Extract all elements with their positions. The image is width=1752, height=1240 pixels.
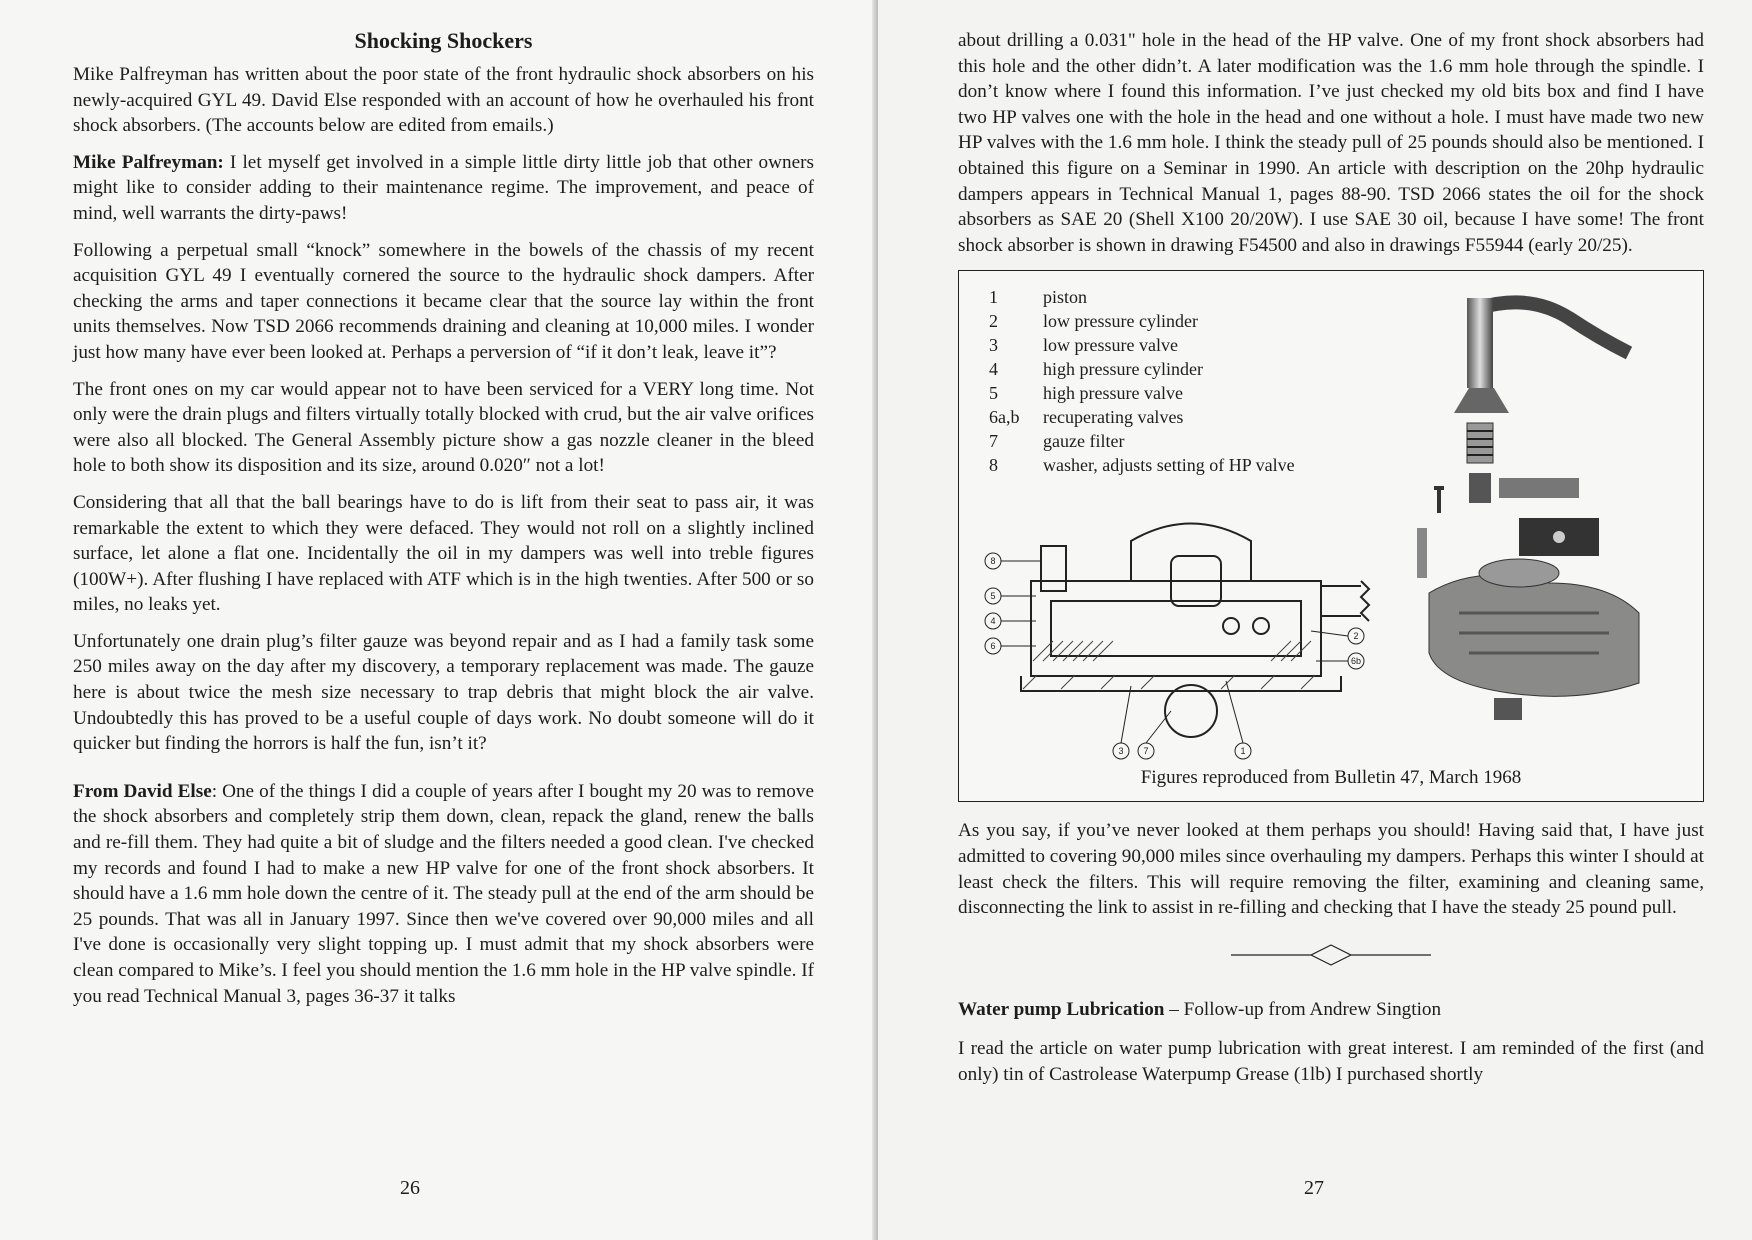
callout-label: 4 [990, 616, 996, 627]
valve-body [1469, 473, 1491, 503]
filter-port [1165, 685, 1217, 737]
figure-legend [989, 285, 1295, 477]
housing-cap [1479, 559, 1559, 587]
callout-label: 6b [1350, 656, 1362, 667]
legend-number: 8 [989, 455, 998, 476]
legend-label: piston [1043, 287, 1088, 308]
david-else-paragraph [73, 779, 814, 1009]
legend-label: washer, adjusts setting of HP valve [1043, 455, 1295, 476]
small-spring [1417, 528, 1427, 578]
legend-row [989, 453, 1295, 477]
hp-valve-part [1499, 478, 1579, 498]
break-mark [1361, 581, 1369, 621]
exploded-view-illustration [1399, 283, 1699, 723]
water-pump-heading [958, 997, 1704, 1023]
intro-paragraph: Mike Palfreyman has written about the poor state of the front hydraulic shock absorbers on his newly-acquired GYL 49. David Else responded with an account of how he overhauled his front shock absorbers. (The accounts below are edited from emails.) [73, 64, 814, 137]
valve-stem [1041, 546, 1066, 591]
legend-row [989, 309, 1295, 333]
legend-number: 1 [989, 287, 998, 308]
legend-number: 6a,b [989, 407, 1020, 428]
inner-chamber [1051, 601, 1301, 656]
legend-label: recuperating valves [1043, 407, 1184, 428]
right-page [878, 0, 1752, 1240]
legend-number: 5 [989, 383, 998, 404]
legend-label: high pressure cylinder [1043, 359, 1203, 380]
article-title: Shocking Shockers [354, 28, 533, 53]
page-number-left: 26 [400, 1177, 420, 1199]
page-number-right: 27 [1304, 1177, 1324, 1199]
pivot-pin [1223, 618, 1239, 634]
legend-number: 2 [989, 311, 998, 332]
figure-caption: Figures reproduced from Bulletin 47, March 1968 [1140, 767, 1522, 789]
spring [1467, 423, 1493, 463]
valve-cap [1454, 388, 1509, 413]
shock-absorber-figure [958, 270, 1704, 802]
callout-label: 3 [1118, 746, 1124, 757]
piston-housing [1131, 524, 1251, 582]
callout-label: 5 [990, 591, 996, 602]
callout-label: 2 [1353, 631, 1359, 642]
callout-label: 6 [990, 641, 996, 652]
legend-number: 3 [989, 335, 998, 356]
damper-housing [1429, 575, 1639, 696]
palfreyman-text: I let myself get involved in a simple little dirty little job that other owners might like to consider adding to their maintenance regime. The improvement, and peace of mind, well warrants the dirty-paws! [73, 151, 814, 224]
water-pump-title: Water pump Lubrication [958, 998, 1165, 1020]
water-pump-subtitle: – Follow-up from Andrew Singtion [1164, 998, 1442, 1020]
palfreyman-lead: Mike Palfreyman: [73, 151, 224, 173]
legend-number: 4 [989, 359, 998, 380]
front-ones-paragraph: The front ones on my car would appear not to have been serviced for a VERY long time. Not only were the drain plugs and filters virtually totally blocked with crud, but the air valve orifices were also all blocked. The General Assembly picture show a gas nozzle cleaner in the bleed hole to both show its disposition and its size, around 0.020″ not a lot! [73, 378, 814, 477]
callout-label: 7 [1143, 746, 1149, 757]
continuation-paragraph: about drilling a 0.031" hole in the head of the HP valve. One of my front shock absorbers had this hole and the other didn’t. A later modification was the 1.6 mm hole through the spindle. I don’t know where I found this information. I’ve just checked my old bits box and find I have two HP valves one with the hole in the head and one without a hole. I must have made two new HP valves with the 1.6 mm hole. I think the steady pull of 25 pounds should also be mentioned. I obtained this figure on a Seminar in 1990. An article with description on the 20hp hydraulic dampers appears in Technical Manual 1, pages 88-90. TSD 2066 states the oil for the shock absorbers as SAE 20 (Shell X100 20/20W). I use SAE 30 oil, because I have some! The front shock absorber is shown in drawing F54500 and also in drawings F55944 (early 20/25). [958, 30, 1704, 256]
david-else-lead: From David Else [73, 780, 212, 802]
legend-label: high pressure valve [1043, 383, 1183, 404]
legend-row [989, 405, 1295, 429]
pivot-pin-2 [1253, 618, 1269, 634]
damper-arm [1479, 303, 1629, 354]
legend-label: gauze filter [1043, 431, 1125, 452]
legend-row [989, 381, 1295, 405]
palfreyman-paragraph [73, 150, 814, 227]
gauze-paragraph: Unfortunately one drain plug’s filter gauze was beyond repair and as I had a family task some 250 miles away on the day after my discovery, a temporary replacement was made. The gauze here is about twice the mesh size necessary to trap debris that might block the air valve. Undoubtedly this has proved to be a useful couple of days work. No doubt someone will do it quicker but finding the horrors is half the fun, isn’t it? [73, 630, 814, 755]
hatching [1023, 641, 1315, 689]
ball-bearings-paragraph: Considering that all that the ball bearings have to do is lift from their seat to pass air, it was remarkable the extent to which they were defaced. They would not roll on a slightly inclined surface, let alone a flat one. Incidentally the oil in my dampers was well into treble figures (100W+). After flushing I have replaced with ATF which is in the high twenties. After 500 or so miles, no leaks yet. [73, 491, 814, 616]
water-pump-paragraph: I read the article on water pump lubrication with great interest. I am reminded of the first (and only) tin of Castrolease Waterpump Grease (1lb) I purchased shortly [958, 1038, 1704, 1085]
knock-paragraph: Following a perpetual small “knock” somewhere in the bowels of the chassis of my recent acquisition GYL 49 I eventually cornered the source to the hydraulic shock dampers. After checking the arms and taper connections it became clear that the source lay within the front units themselves. Now TSD 2066 recommends draining and cleaning at 10,000 miles. I wonder just how many have ever been looked at. Perhaps a perversion of “if it don’t leak, leave it”? [73, 239, 814, 363]
legend-label: low pressure valve [1043, 335, 1178, 356]
legend-row [989, 429, 1295, 453]
legend-number: 7 [989, 431, 998, 452]
base-plate [1021, 676, 1341, 691]
rocker-hole [1553, 531, 1565, 543]
legend-label: low pressure cylinder [1043, 311, 1198, 332]
legend-row [989, 285, 1295, 309]
cross-section-diagram [981, 511, 1401, 761]
david-else-text: : One of the things I did a couple of years after I bought my 20 was to remove the shock absorbers and completely strip them down, clean, repack the gland, renew the balls and re-fill them. They had quite a bit of sludge and the filters needed a good clean. I've checked my records and found I had to make a new HP valve for one of the front shock absorbers. It should have a 1.6 mm hole down the centre of it. The steady pull at the end of the arm should be 25 pounds. That was all in January 1997. Since then we've covered over 90,000 miles and all I've done is occasionally very slight topping up. I must admit that my shock absorbers were clean compared to Mike’s. I feel you should mention the 1.6 mm hole in the HP valve spindle. If you read Technical Manual 3, pages 36-37 it talks [73, 780, 814, 1007]
leader-lines [1001, 561, 1348, 743]
piston-rod [1467, 298, 1493, 388]
drain-plug [1494, 698, 1522, 720]
callout-label: 1 [1240, 746, 1246, 757]
callout-label: 8 [990, 556, 996, 567]
section-divider [1231, 943, 1431, 967]
plug-part [1434, 488, 1444, 513]
outlet-lines [1321, 586, 1361, 616]
cylinder-body [1031, 581, 1321, 676]
legend-row [989, 333, 1295, 357]
legend-row [989, 357, 1295, 381]
as-you-say-paragraph: As you say, if you’ve never looked at them perhaps you should! Having said that, I have just admitted to covering 90,000 miles since overhauling my dampers. Perhaps this winter I should at least check the filters. This will require removing the filter, examining and cleaning same, disconnecting the link to assist in re-filling and checking that I have the steady 25 pound pull. [958, 820, 1704, 919]
